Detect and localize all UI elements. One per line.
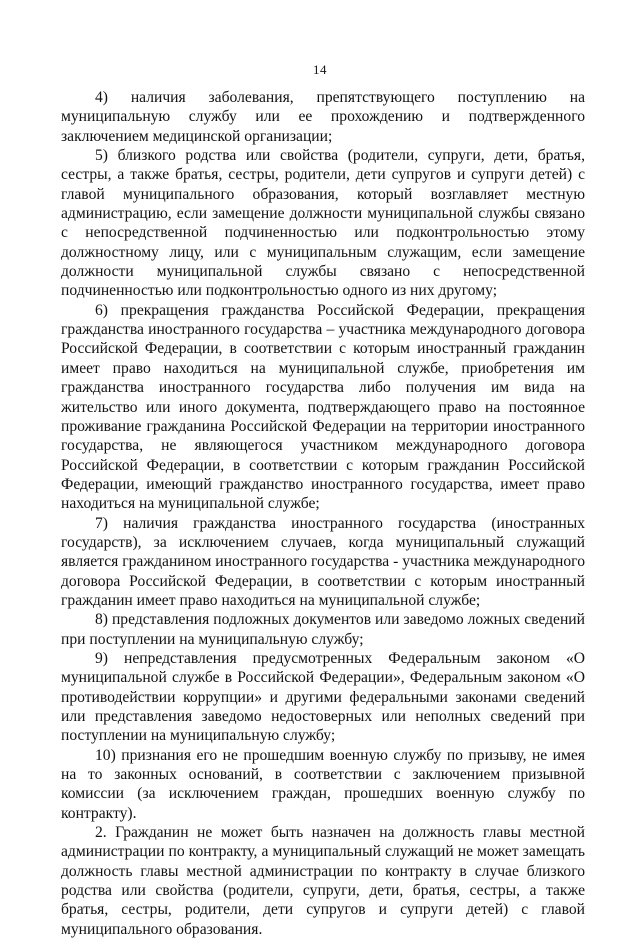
list-item-10: 10) признания его не прошедшим военную службу по призыву, не имея на то законных оснований, в соответствии с заключением призывной комиссии (за исключением граждан, прошедших военную службу по контракту).	[61, 746, 585, 822]
list-item-6: 6) прекращения гражданства Российской Федерации, прекращения гражданства иностранного государства – участника международного договора Российской Федерации, в соответствии с которым иностранный гражданин имеет право находиться на муниципальной службе, приобретения им гражданства иностранного государства либо получения им вида на жительство или иного документа, подтверждающего право на постоянное проживание гражданина Российской Федерации на территории иностранного государства, не являющегося участником международного договора Российской Федерации, в соответствии с которым гражданин Российской Федерации, имеющий гражданство иностранного государства, имеет право находиться на муниципальной службе;	[61, 301, 585, 513]
section-2-paragraph: 2. Гражданин не может быть назначен на должность главы местной администрации по контракту, а муниципальный служащий не может замещать должность главы местной администрации по контракту в случае близкого родства или свойства (родители, супруги, дети, братья, сестры, а также братья, сестры, родители, дети супругов и супруги детей) с главой муниципального образования.	[61, 824, 585, 938]
list-item-7: 7) наличия гражданства иностранного государства (иностранных государств), за исключением случаев, когда муниципальный служащий является гражданином иностранного государства - участника международного договора Российской Федерации, в соответствии с которым иностранный гражданин имеет право находиться на муниципальной службе;	[61, 514, 585, 609]
page-number: 14	[313, 62, 327, 77]
document-body	[61, 88, 585, 939]
list-item-4: 4) наличия заболевания, препятствующего поступлению на муниципальную службу или ее прохождению и подтвержденного заключением медицинской организации;	[61, 89, 585, 145]
list-item-9: 9) непредставления предусмотренных Федеральным законом «О муниципальной службе в Российской Федерации», Федеральным законом «О противодействии коррупции» и другими федеральными законами сведений или представления заведомо недостоверных или неполных сведений при поступлении на муниципальную службу;	[61, 649, 585, 745]
list-item-8: 8) представления подложных документов или заведомо ложных сведений при поступлении на муниципальную службу;	[61, 611, 585, 648]
list-item-5: 5) близкого родства или свойства (родители, супруги, дети, братья, сестры, а также братья, сестры, родители, дети супругов и супруги детей) с главой муниципального образования, который возглавляет местную администрацию, если замещение должности муниципальной службы связано с непосредственной подчиненностью или подконтрольностью этому должностному лицу, или с муниципальным служащим, если замещение должности муниципальной службы связано с непосредственной подчиненностью или подконтрольностью одного из них другому;	[61, 147, 585, 300]
